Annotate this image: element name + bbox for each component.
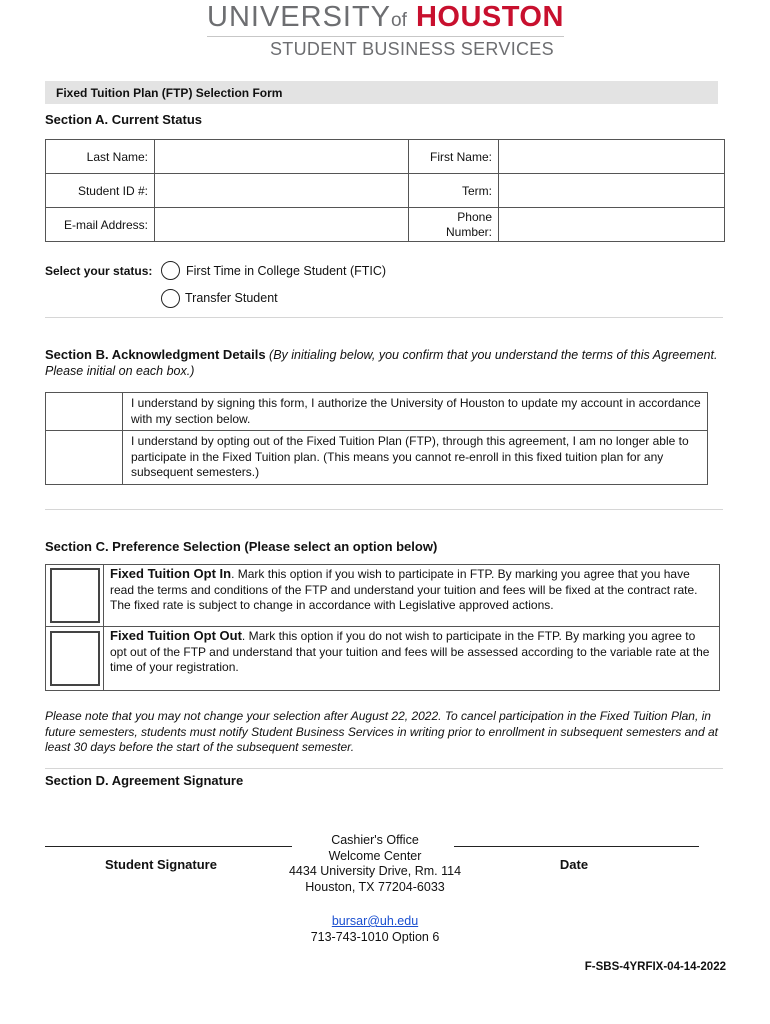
form-code: F-SBS-4YRFIX-04-14-2022 [584,961,726,973]
opt-in-text [104,565,720,627]
ftic-radio[interactable] [161,261,180,280]
section-divider [45,317,723,318]
current-status-table [45,139,725,242]
section-a-heading: Section A. Current Status [45,112,202,127]
logo-houston-text: HOUSTON [415,1,564,33]
section-b-note: (By initialing below, you confirm that you understand the terms of this Agreement. Please initial on each box.) [45,348,718,378]
ftic-option-label: First Time in College Student (FTIC) [186,264,387,278]
preference-table [45,564,720,691]
opt-in-description: . Mark this option if you wish to participate in FTP. By marking you agree that you have read the terms and conditions of the FTP and understand your tuition and fees will be fixed at the contract rate. The fixed rate is subject to change in accordance with Legislative approved actions. [110,567,698,612]
email-label: E-mail Address: [46,208,155,242]
university-logo [207,0,564,38]
opt-in-title: Fixed Tuition Opt In [110,566,232,581]
term-label: Term: [409,174,499,208]
acknowledgment-table [45,392,708,485]
opt-out-text [104,627,720,691]
logo-subtitle: STUDENT BUSINESS SERVICES [270,39,554,59]
opt-out-description: . Mark this option if you do not wish to participate in the FTP. By marking you agree to opt out of the FTP and understand that your tuition and fees will be assessed according to the variable rate at the time of your registration. [110,629,710,674]
student-id-field[interactable] [155,174,409,208]
opt-out-checkbox[interactable] [50,631,100,686]
transfer-option-label: Transfer Student [185,291,278,305]
logo-divider [207,36,564,37]
status-label: Select your status: [45,264,153,278]
phone-field[interactable] [499,208,725,242]
email-field[interactable] [155,208,409,242]
section-c-heading: Section C. Preference Selection (Please select an option below) [45,539,438,554]
opt-in-cell [46,565,104,627]
phone-label [409,208,499,242]
initial-box-2[interactable] [46,431,123,485]
section-b-heading-block [45,347,725,379]
first-name-label: First Name: [409,140,499,174]
section-b-heading: Section B. Acknowledgment Details [45,347,266,362]
form-title: Fixed Tuition Plan (FTP) Selection Form [56,86,283,100]
date-line[interactable] [454,846,699,847]
student-signature-line[interactable] [45,846,292,847]
section-divider [45,768,723,769]
selection-note: Please note that you may not change your selection after August 22, 2022. To cancel participation in the Fixed Tuition Plan, in future semesters, students must notify Student Business Services in writing prior to enrollment in subsequent semesters and at least 30 days before the start of the subsequent semester. [45,709,718,754]
logo-university-text: UNIVERSITY [207,1,392,33]
logo-of-text: of [391,10,407,31]
ack-text-2: I understand by opting out of the Fixed Tuition Plan (FTP), through this agreement, I am no longer able to participate in the Fixed Tuition plan. (This means you cannot re-enroll in this fixed tuition plan for any subsequent semesters.) [123,431,708,485]
last-name-field[interactable] [155,140,409,174]
office-line-3: 4434 University Drive, Rm. 114 [288,864,462,878]
date-label: Date [559,857,589,872]
office-line-2: Welcome Center [328,848,422,863]
first-name-field[interactable] [499,140,725,174]
office-line-1: Cashier's Office [331,833,419,847]
contact-phone: 713-743-1010 Option 6 [310,930,440,944]
student-id-label: Student ID #: [46,174,155,208]
transfer-radio[interactable] [161,289,180,308]
bursar-email-link[interactable]: bursar@uh.edu [331,914,419,928]
last-name-label: Last Name: [46,140,155,174]
contact-block [270,913,480,945]
office-line-4: Houston, TX 77204-6033 [305,879,445,894]
phone-label-text: Phone Number: [445,209,492,239]
initial-box-1[interactable] [46,393,123,431]
term-field[interactable] [499,174,725,208]
opt-out-cell [46,627,104,691]
cashiers-office-address [270,833,480,895]
section-d-heading: Section D. Agreement Signature [45,773,244,788]
ack-text-1: I understand by signing this form, I authorize the University of Houston to update my account in accordance with my section below. [123,393,708,431]
opt-in-checkbox[interactable] [50,568,100,623]
student-signature-label: Student Signature [105,857,217,872]
section-divider [45,509,723,510]
opt-out-title: Fixed Tuition Opt Out [110,628,242,643]
